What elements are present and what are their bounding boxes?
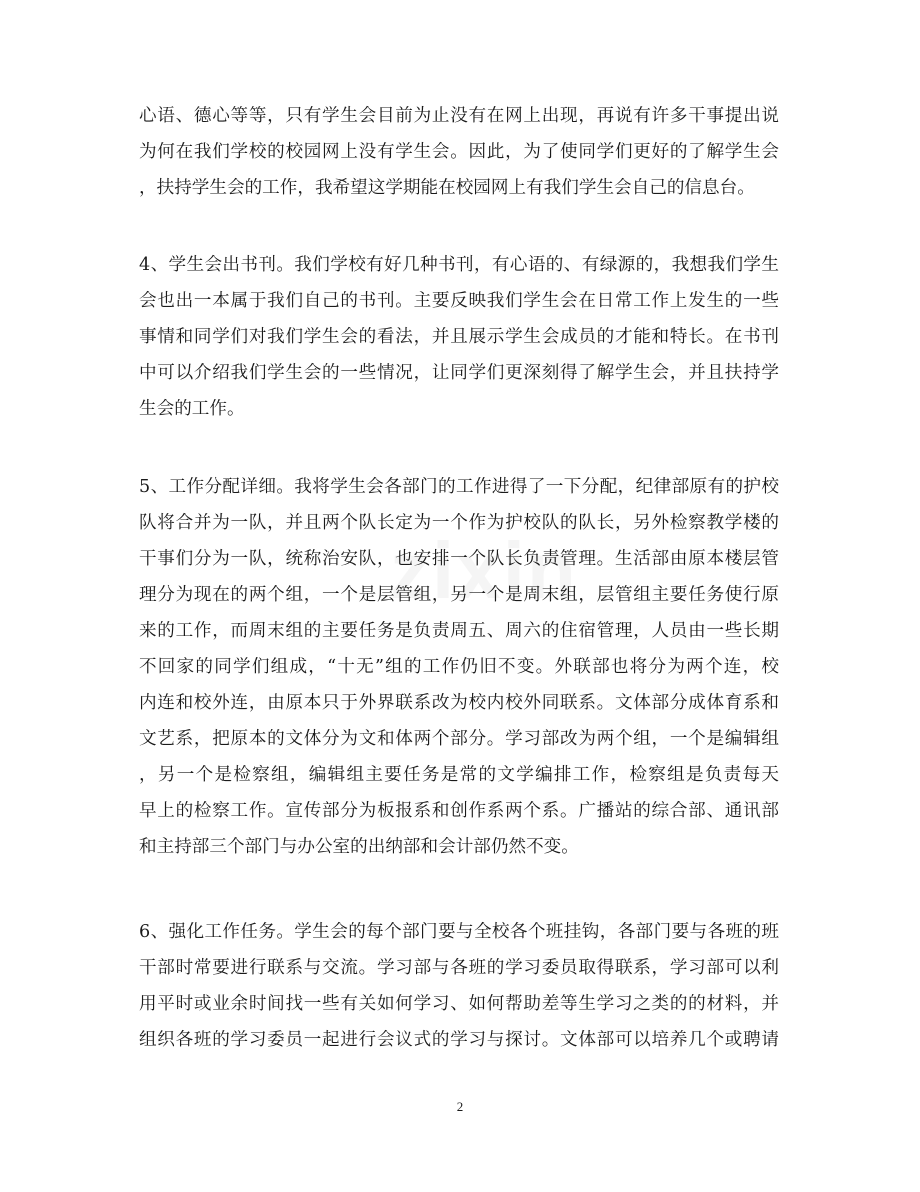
paragraph-line: 用平时或业余时间找一些有关如何学习、如何帮助差等生学习之类的的材料，并: [139, 994, 779, 1014]
paragraph-line: 生会的工作。: [139, 399, 245, 419]
paragraph-line: 5、工作分配详细。我将学生会各部门的工作进得了一下分配，纪律部原有的护校: [139, 477, 779, 497]
paragraph-line: 干部时常要进行联系与交流。学习部与各班的学习委员取得联系，学习部可以利: [139, 958, 779, 978]
paragraph-line: 组织各班的学习委员一起进行会议式的学习与探讨。文体部可以培养几个或聘请: [139, 1030, 779, 1050]
paragraph-line: 为何在我们学校的校园网上没有学生会。因此，为了使同学们更好的了解学生会: [139, 142, 779, 162]
paragraph-line: 和主持部三个部门与办公室的出纳部和会计部仍然不变。: [139, 837, 579, 857]
watermark: zixin: [390, 526, 578, 615]
paragraph-line: ，另一个是检察组，编辑组主要任务是常的文学编排工作，检察组是负责每天: [139, 765, 779, 785]
paragraph-line: 4、学生会出书刊。我们学校有好几种书刊，有心语的、有绿源的，我想我们学生: [139, 255, 779, 275]
paragraph-line: 会也出一本属于我们自己的书刊。主要反映我们学生会在日常工作上发生的一些: [139, 291, 779, 311]
paragraph-line: 早上的检察工作。宣传部分为板报系和创作系两个系。广播站的综合部、通讯部: [139, 801, 779, 821]
paragraph-line: 不回家的同学们组成，“十无”组的工作仍旧不变。外联部也将分为两个连，校: [139, 657, 779, 677]
paragraph-line: ，扶持学生会的工作，我希望这学期能在校园网上有我们学生会自己的信息台。: [139, 178, 755, 198]
paragraph-line: 内连和校外连，由原本只于外界联系改为校内校外同联系。文体部分成体育系和: [139, 693, 779, 713]
paragraph-line: 来的工作，而周末组的主要任务是负责周五、周六的住宿管理，人员由一些长期: [139, 621, 779, 641]
page-number: 2: [456, 1099, 464, 1114]
paragraph-line: 文艺系，把原本的文体分为文和体两个部分。学习部改为两个组，一个是编辑组: [139, 729, 779, 749]
paragraph-line: 6、强化工作任务。学生会的每个部门要与全校各个班挂钩，各部门要与各班的班: [139, 922, 779, 942]
paragraph-line: 心语、德心等等，只有学生会目前为止没有在网上出现，再说有许多干事提出说: [139, 106, 779, 126]
paragraph-line: 队将合并为一队，并且两个队长定为一个作为护校队的队长，另外检察教学楼的: [139, 513, 779, 533]
paragraph-line: 理分为现在的两个组，一个是层管组，另一个是周末组，层管组主要任务使行原: [139, 585, 779, 605]
paragraph-line: 事情和同学们对我们学生会的看法，并且展示学生会成员的才能和特长。在书刊: [139, 327, 779, 347]
paragraph-line: 中可以介绍我们学生会的一些情况，让同学们更深刻得了解学生会，并且扶持学: [139, 363, 779, 383]
paragraph-line: 干事们分为一队，统称治安队，也安排一个队长负责管理。生活部由原本楼层管: [139, 549, 779, 569]
